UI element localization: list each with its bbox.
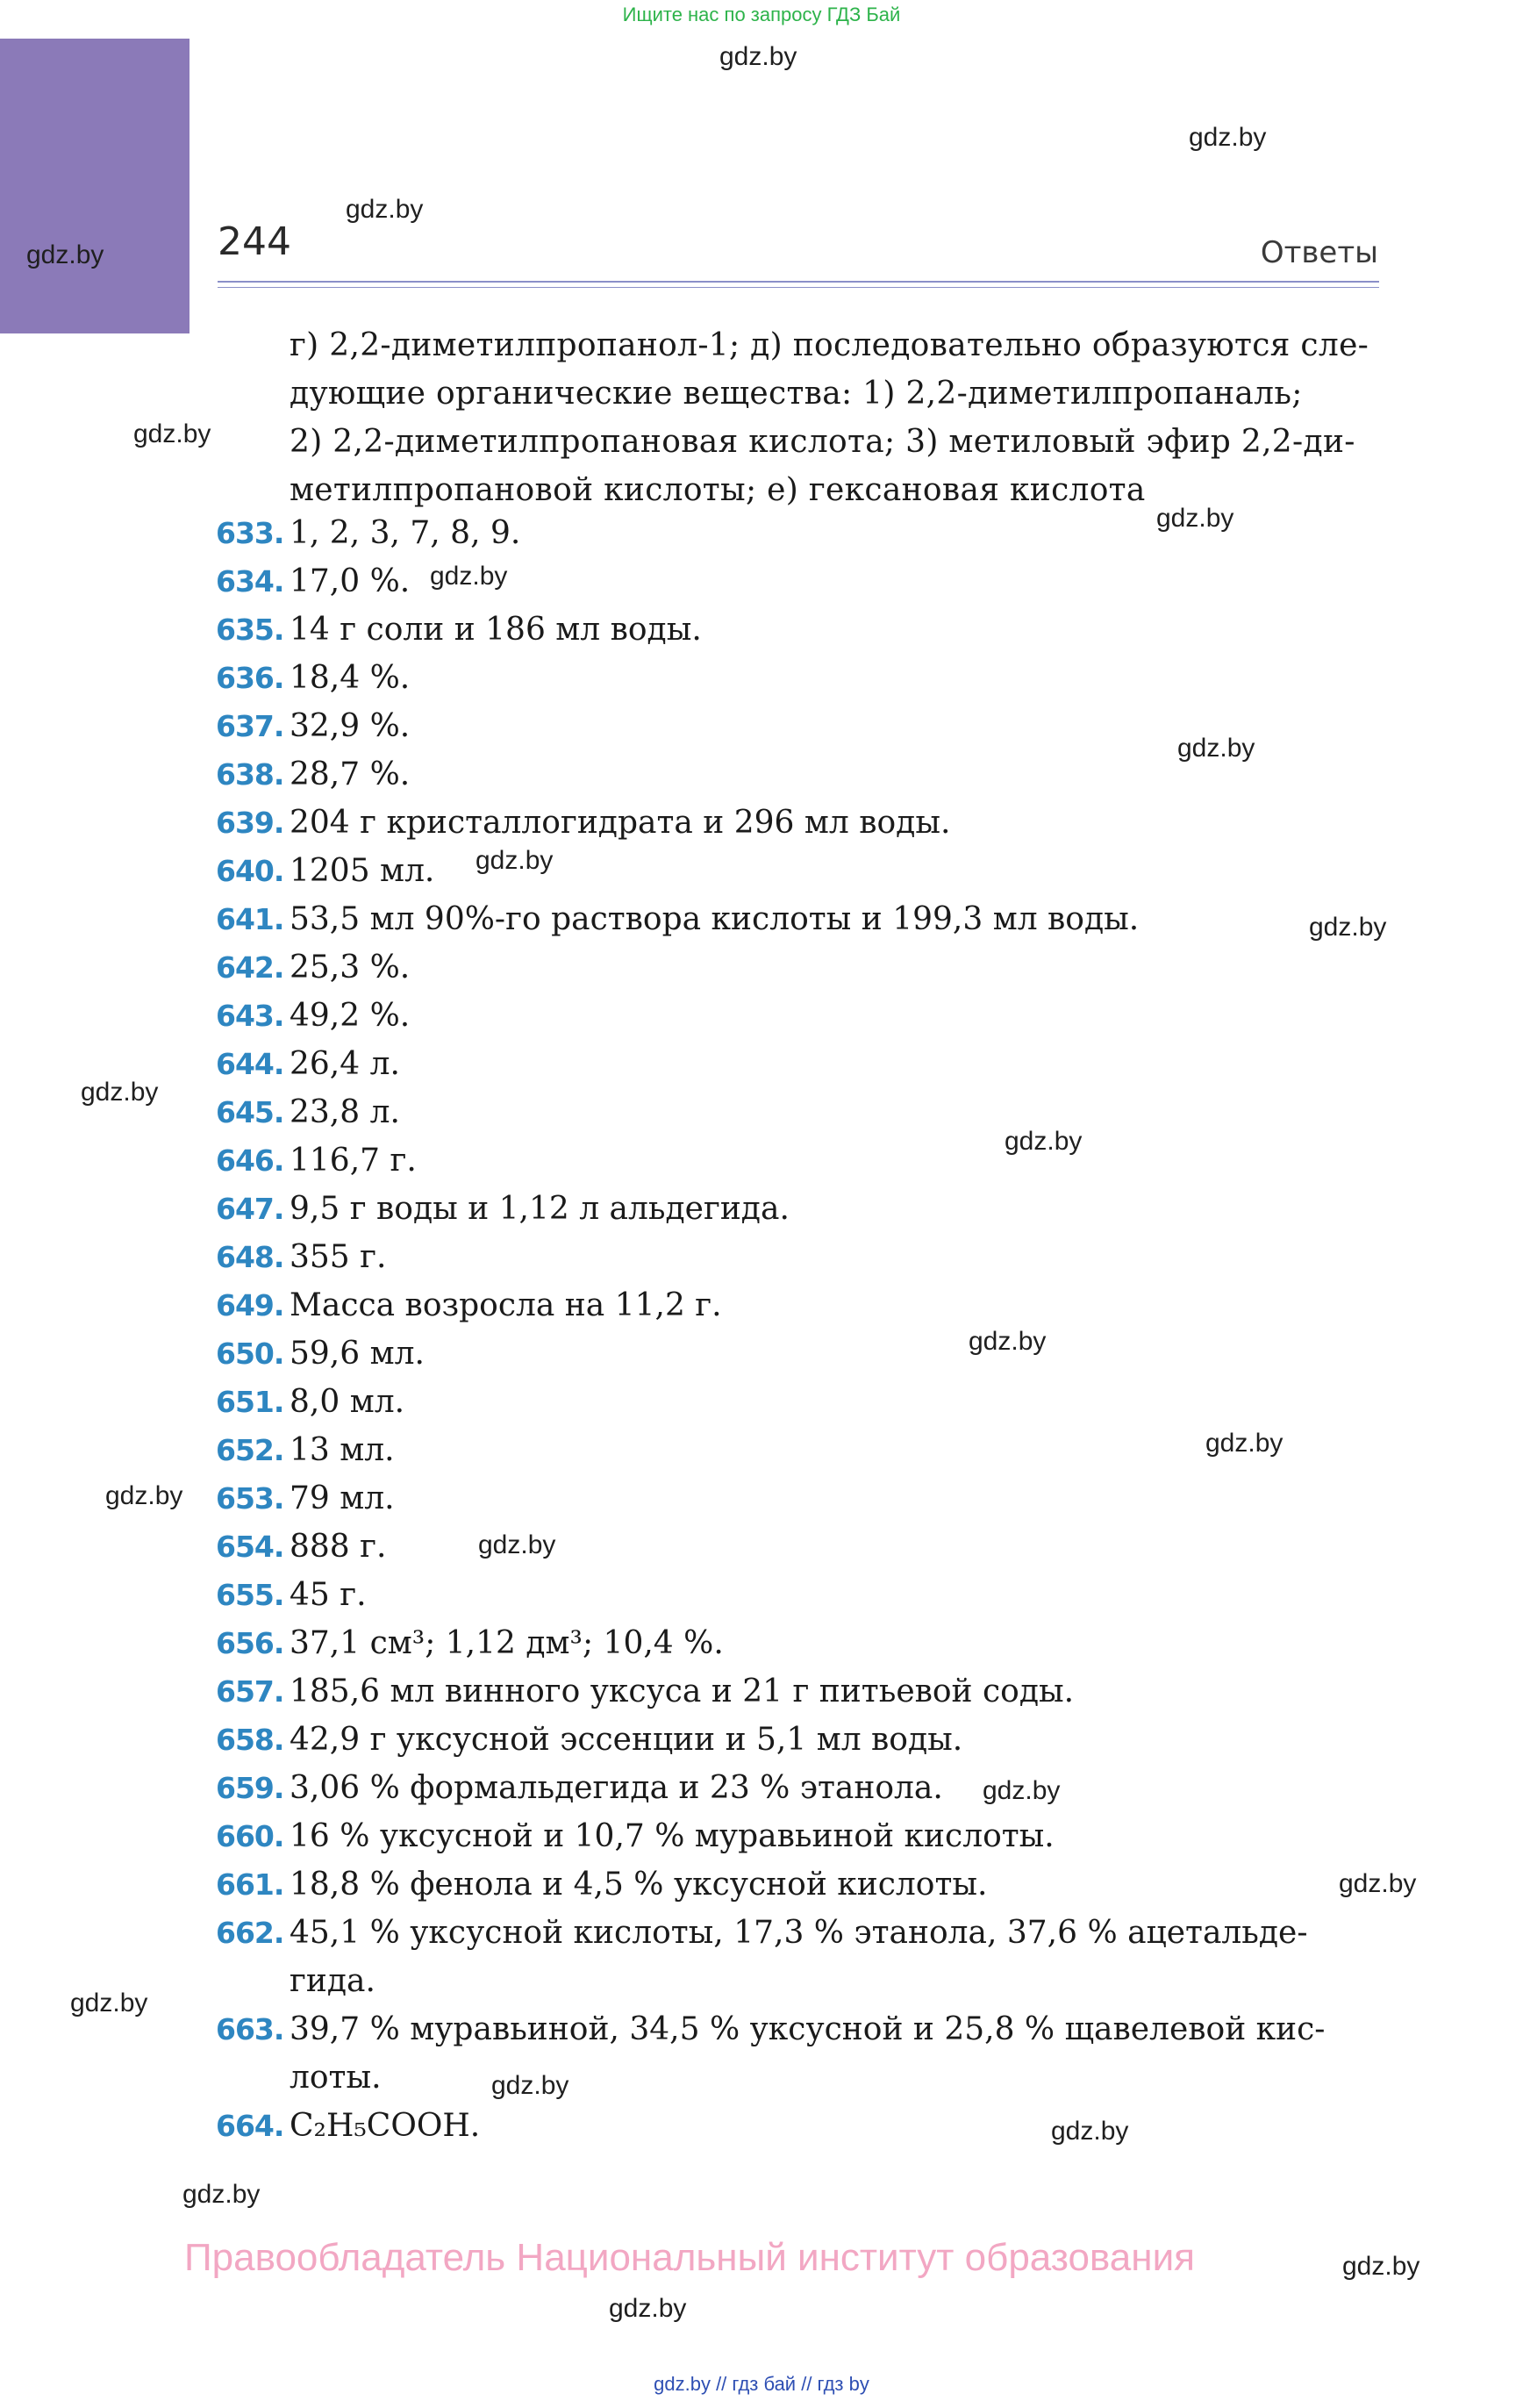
watermark: gdz.by [491, 2071, 569, 2100]
watermark: gdz.by [719, 42, 797, 71]
answer-text: 42,9 г уксусной эссенции и 5,1 мл воды. [290, 1722, 963, 1758]
watermark: gdz.by [1309, 913, 1387, 942]
watermark: gdz.by [969, 1327, 1047, 1356]
page-number: 244 [218, 219, 291, 264]
answer-number: 653. [216, 1481, 284, 1516]
answer-number: 644. [216, 1047, 284, 1081]
watermark: gdz.by [1005, 1127, 1083, 1156]
section-title: Ответы [1260, 235, 1378, 270]
intro-line: 2) 2,2-диметилпропановая кислота; 3) метиловый эфир 2,2-ди- [290, 424, 1355, 460]
answer-text: 45 г. [290, 1577, 367, 1613]
answer-number: 655. [216, 1578, 284, 1612]
intro-paragraph [290, 321, 1380, 514]
answer-text: 9,5 г воды и 1,12 л альдегида. [290, 1191, 790, 1227]
answer-number: 652. [216, 1433, 284, 1467]
answer-text: 355 г. [290, 1239, 387, 1275]
answer-text: 185,6 мл винного уксуса и 21 г питьевой соды. [290, 1673, 1075, 1709]
watermark: gdz.by [478, 1530, 556, 1559]
answer-text: 79 мл. [290, 1480, 395, 1516]
watermark: gdz.by [70, 1989, 148, 2017]
answer-number: 650. [216, 1337, 284, 1371]
watermark: gdz.by [346, 195, 424, 224]
watermark: gdz.by [133, 419, 211, 448]
answer-text: 49,2 %. [290, 998, 411, 1034]
answer-text: 28,7 %. [290, 756, 411, 792]
answer-text: 18,8 % фенола и 4,5 % уксусной кислоты. [290, 1867, 988, 1903]
answer-text: 204 г кристаллогидрата и 296 мл воды. [290, 805, 951, 841]
answer-number: 658. [216, 1723, 284, 1757]
answer-text: 8,0 мл. [290, 1384, 405, 1420]
watermark: gdz.by [1156, 504, 1234, 533]
answer-text: 17,0 %. [290, 563, 411, 599]
answer-number: 647. [216, 1192, 284, 1226]
answer-number: 642. [216, 950, 284, 985]
answer-text: 26,4 л. [290, 1046, 400, 1082]
answer-number: 659. [216, 1771, 284, 1805]
answer-number: 651. [216, 1385, 284, 1419]
watermark: gdz.by [182, 2180, 261, 2209]
answer-number: 633. [216, 516, 284, 550]
answer-text: 37,1 см³; 1,12 дм³; 10,4 %. [290, 1625, 724, 1661]
answer-number: 661. [216, 1867, 284, 1902]
answer-number: 638. [216, 757, 284, 792]
answer-number: 657. [216, 1674, 284, 1709]
watermark: gdz.by [81, 1078, 159, 1107]
watermark: gdz.by [1342, 2252, 1420, 2281]
answer-number: 660. [216, 1819, 284, 1853]
answer-number: 641. [216, 902, 284, 936]
answer-number: 663. [216, 2012, 284, 2046]
answer-number: 637. [216, 709, 284, 743]
answer-text: 16 % уксусной и 10,7 % муравьиной кислоты. [290, 1818, 1055, 1854]
answer-number: 649. [216, 1288, 284, 1322]
answer-text: 13 мл. [290, 1432, 395, 1468]
watermark: gdz.by [1177, 734, 1255, 763]
watermark: gdz.by [1189, 123, 1267, 152]
answer-text: 39,7 % муравьиной, 34,5 % уксусной и 25,8 % щавелевой кис- [290, 2011, 1326, 2047]
answer-number: 643. [216, 999, 284, 1033]
answer-text-continued: лоты. [290, 2060, 382, 2096]
watermark: gdz.by [26, 240, 104, 269]
watermark: gdz.by [475, 846, 554, 875]
answer-number: 634. [216, 564, 284, 598]
watermark: gdz.by [1339, 1869, 1417, 1898]
answer-number: 656. [216, 1626, 284, 1660]
answer-number: 662. [216, 1916, 284, 1950]
watermark: gdz.by [105, 1481, 183, 1510]
answer-number: 639. [216, 806, 284, 840]
answer-number: 648. [216, 1240, 284, 1274]
watermark: gdz.by [1051, 2117, 1129, 2146]
answer-number: 640. [216, 854, 284, 888]
answer-number: 646. [216, 1143, 284, 1178]
answer-text: 3,06 % формальдегида и 23 % этанола. [290, 1770, 943, 1806]
watermark: gdz.by [983, 1776, 1061, 1805]
watermark: gdz.by [430, 562, 508, 591]
answer-text: 32,9 %. [290, 708, 411, 744]
watermark: gdz.by [609, 2294, 687, 2323]
answer-text: 18,4 %. [290, 660, 411, 696]
answer-text: 116,7 г. [290, 1143, 417, 1179]
intro-line: метилпропановой кислоты; е) гексановая кислота [290, 472, 1146, 508]
answer-text: 888 г. [290, 1529, 387, 1565]
watermark: gdz.by [1205, 1429, 1283, 1458]
answer-text: 25,3 %. [290, 950, 411, 985]
answer-text: 23,8 л. [290, 1094, 400, 1130]
copyright-notice: Правообладатель Национальный институт образования [184, 2236, 1195, 2279]
answer-text: C₂H₅COOH. [290, 2108, 481, 2144]
answer-number: 654. [216, 1530, 284, 1564]
intro-line: г) 2,2-диметилпропанол-1; д) последовательно образуются сле- [290, 327, 1369, 363]
answer-text-continued: гида. [290, 1963, 375, 1999]
page-corner-tab [0, 39, 189, 333]
answer-number: 635. [216, 613, 284, 647]
intro-line: дующие органические вещества: 1) 2,2-диметилпропаналь; [290, 376, 1303, 412]
answer-number: 664. [216, 2109, 284, 2143]
answer-text: 53,5 мл 90%-го раствора кислоты и 199,3 мл воды. [290, 901, 1140, 937]
answer-text: 59,6 мл. [290, 1336, 425, 1372]
answer-text: 14 г соли и 186 мл воды. [290, 612, 702, 648]
answer-text: 1, 2, 3, 7, 8, 9. [290, 515, 521, 551]
answer-text: Масса возросла на 11,2 г. [290, 1287, 722, 1323]
footer-links[interactable]: gdz.by // гдз бай // гдз by [654, 2373, 869, 2395]
answer-number: 645. [216, 1095, 284, 1129]
top-banner[interactable]: Ищите нас по запросу ГДЗ Бай [622, 4, 901, 25]
header-divider [218, 281, 1379, 288]
answer-number: 636. [216, 661, 284, 695]
answer-text: 45,1 % уксусной кислоты, 17,3 % этанола, 37,6 % ацетальде- [290, 1915, 1308, 1951]
answer-text: 1205 мл. [290, 853, 435, 889]
